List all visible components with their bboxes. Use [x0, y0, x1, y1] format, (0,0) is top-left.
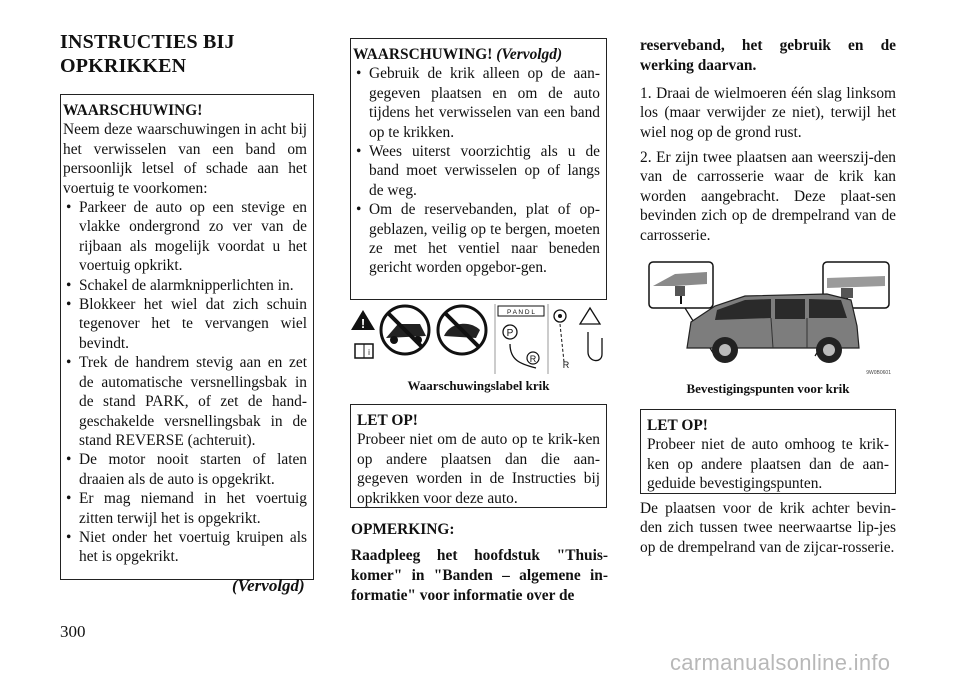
caution-heading: LET OP! [647, 417, 708, 434]
warning-list [353, 64, 600, 277]
svg-text:P: P [506, 328, 514, 339]
note-heading: OPMERKING: [351, 521, 455, 538]
warning-heading [353, 45, 600, 64]
svg-text:R: R [529, 354, 537, 364]
warning-heading: WAARSCHUWING! [63, 102, 203, 119]
jack-warning-label-image [350, 302, 607, 376]
svg-text:P A N D L: P A N D L [506, 309, 536, 316]
continued-label: (Vervolgd) [232, 576, 305, 595]
no-engine-running-icon [438, 306, 486, 354]
site-watermark: carmanualsonline.info [670, 650, 891, 675]
list-item: • Niet onder het voertuig kruipen als het is opgekrikt. [63, 528, 307, 567]
step-1: 1. Draai de wielmoeren één slag linksom los (maar verwijder ze niet), terwijl het wiel nog op de grond rust. [640, 85, 896, 141]
list-item: • Er mag niemand in het voertuig zitten terwijl het is opgekrikt. [63, 489, 307, 528]
section-title: INSTRUCTIES BIJ OPKRIKKEN [60, 31, 235, 77]
caution-box-2 [640, 409, 896, 494]
list-item: • Om de reservebanden, plat of op-geblazen, veilig op te bergen, moeten ze met het ventiel naar beneden gericht worden opgebor-gen. [353, 200, 600, 278]
label-caption: Waarschuwingslabel krik [407, 378, 550, 393]
list-item: • Trek de handrem stevig aan en zet de automatische versnellingsbak in de stand PARK, of zet de hand-geschakelde versnellingsbak in de stand REVERSE (achteruit). [63, 353, 307, 450]
step-2: 2. Er zijn twee plaatsen aan weerszij-den van de carrosserie waar de krik kan worden aangebracht. Deze plaat-sen bevinden zich op de drempelrand van de carrosserie. [640, 149, 896, 244]
warning-box-2 [350, 38, 607, 300]
svg-text:R: R [562, 360, 570, 370]
list-item: • Wees uiterst voorzichtig als u de band moet verwisselen op of langs de weg. [353, 142, 600, 200]
list-item: • Blokkeer het wiel dat zich schuin tegenover het te vervangen wiel bevindt. [63, 295, 307, 353]
warning-heading-text: WAARSCHUWING! [353, 46, 493, 63]
caution-text: Probeer niet de auto omhoog te krik-ken op andere plaatsen dan de aan-geduide bevestigingspunten. [647, 436, 889, 493]
figure-caption: Bevestigingspunten voor krik [686, 381, 850, 396]
svg-text:!: ! [360, 316, 366, 331]
caution-heading: LET OP! [357, 412, 418, 429]
page-number: 300 [60, 622, 86, 641]
note-text-line: Raadpleeg het hoofdstuk "Thuis-komer" in "Banden – algemene in-formatie" voor informatie over de [351, 547, 608, 604]
note-text-continued: reserveband, het gebruik en de werking daarvan. [640, 37, 896, 74]
note-text [351, 546, 608, 606]
svg-text:i: i [368, 348, 370, 357]
list-item: • Gebruik de krik alleen op de aan-gegeven plaatsen en om de auto tijdens het verwisselen van een band op te krikken. [353, 64, 600, 142]
caution-box-1 [350, 404, 607, 508]
list-item: • Parkeer de auto op een stevige en vlakke ondergrond zo ver van de rijbaan als mogelijk voordat u het voertuig opkrikt. [63, 198, 307, 276]
warning-intro: Neem deze waarschuwingen in acht bij het verwisselen van een band om persoonlijk letsel of schade aan het voertuig te voorkomen: [63, 121, 307, 197]
caution-text: Probeer niet om de auto op te krik-ken op andere plaatsen dan die aan-gegeven worden in de Instructies bij opkrikken voor deze auto. [357, 431, 600, 507]
figure-code: 9W0B0601 [866, 370, 891, 376]
list-item: • Schakel de alarmknipperlichten in. [63, 276, 307, 295]
front-jack-point-inset [649, 262, 713, 308]
warning-box-1 [60, 94, 314, 580]
warning-list [63, 198, 307, 567]
final-paragraph: De plaatsen voor de krik achter bevin-den zich tussen twee neerwaartse lip-jes op de drempelrand van de zijcar-rosserie. [640, 500, 896, 556]
no-crawl-under-icon [381, 306, 429, 354]
list-item: • De motor nooit starten of laten draaien als de auto is opgekrikt. [63, 450, 307, 489]
warning-heading-continued: (Vervolgd) [496, 46, 563, 63]
jacking-points-figure [645, 256, 895, 378]
